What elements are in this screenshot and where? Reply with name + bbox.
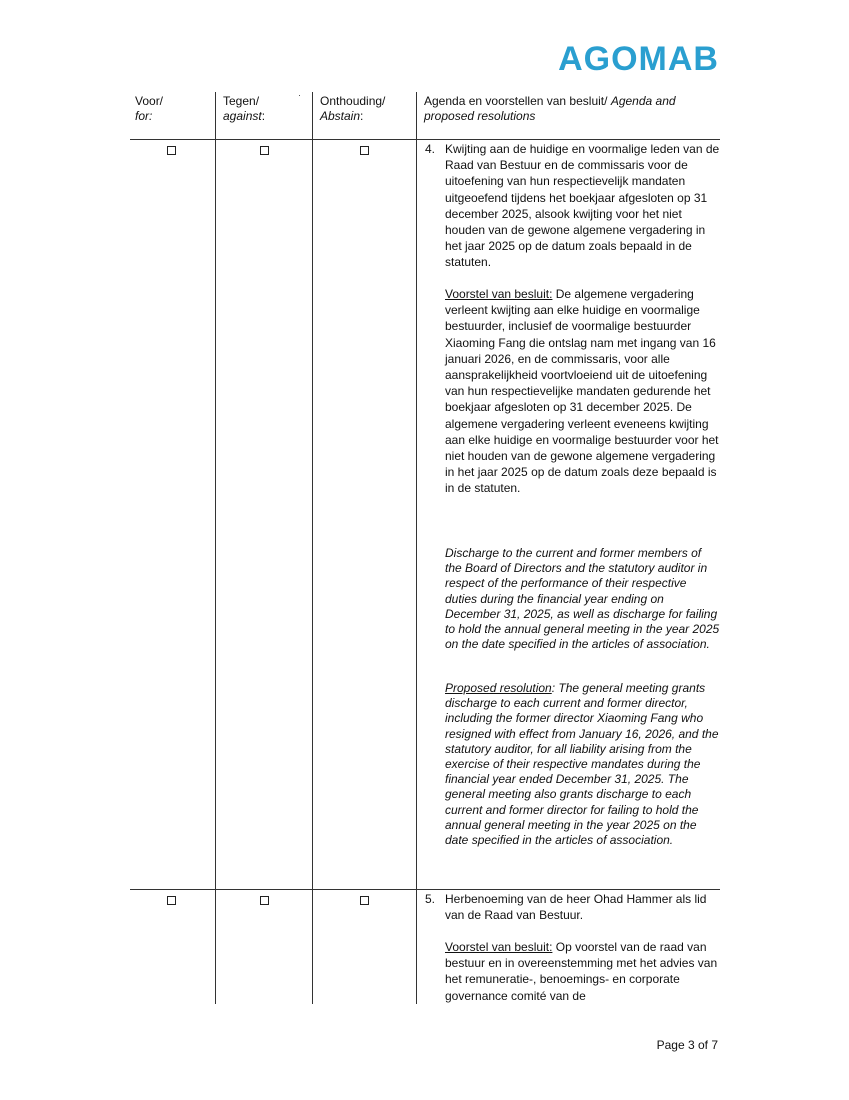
item-5-proposal-nl xyxy=(445,939,720,1004)
header-against-en: against xyxy=(223,109,262,123)
header-against xyxy=(223,94,265,124)
item-4-proposal-text-nl: De algemene vergadering verleent kwijting aan elke huidige en voormalige bestuurder, inclusief de voormalige bestuurder Xiaoming Fang die ontslag nam met ingang van 16 januari 2026, en de commissaris, voor alle aansprakelijkheid voortvloeiend uit de uitoefening van hun respectievelijke mandaten gedurende het boekjaar afgesloten op 31 december 2025. De algemene vergadering verleent eveneens kwijting aan elke huidige en voormalige bestuurder voor het niet houden van de gewone algemene vergadering in het jaar 2025 op de datum zoals deze bepaald is in de statuten. xyxy=(445,287,719,496)
item-4-proposal-text-en: : The general meeting grants discharge to each current and former director, including the former director Xiaoming Fang who resigned with effect from January 16, 2026, and the statutory auditor, for all liability arising from the exercise of their respective mandates during the financial year ended December 31, 2025. The general meeting also grants discharge to each current and former director for failing to hold the annual general meeting in the year 2025 on the date specified in the articles of association. xyxy=(445,681,719,848)
column-divider xyxy=(215,92,216,1004)
item-4-proposal-nl xyxy=(445,286,720,497)
item-4-abstain-checkbox[interactable] xyxy=(360,146,369,155)
page-number: Page 3 of 7 xyxy=(656,1038,718,1052)
item-5-abstain-checkbox[interactable] xyxy=(360,896,369,905)
header-abstain-nl: Onthouding/ xyxy=(320,94,386,108)
item-4-title-nl: Kwijting aan de huidige en voormalige leden van de Raad van Bestuur en de commissaris voor de uitoefening van hun respectievelijk mandaten uitgeoefend tijdens het boekjaar afgesloten op 31 december 2025, alsook kwijting voor het niet houden van de gewone algemene vergadering in het jaar 2025 op de datum zoals bepaald in de statuten. xyxy=(445,142,720,270)
header-abstain-colon: : xyxy=(360,109,364,123)
item-4-proposal-label-nl: Voorstel van besluit: xyxy=(445,287,553,301)
item-5-proposal-label-nl: Voorstel van besluit: xyxy=(445,940,553,954)
item-5-for-checkbox[interactable] xyxy=(167,896,176,905)
item-4-against-checkbox[interactable] xyxy=(260,146,269,155)
item-5-against-checkbox[interactable] xyxy=(260,896,269,905)
header-for-nl: Voor/ xyxy=(135,94,164,108)
header-agenda xyxy=(424,94,724,124)
header-for-en: for: xyxy=(135,109,153,123)
company-logo-text: AGOMAB xyxy=(558,40,719,78)
row-divider xyxy=(130,889,720,890)
company-logo xyxy=(558,42,719,76)
row-divider xyxy=(130,139,720,140)
item-4-number: 4. xyxy=(425,142,436,156)
item-4-proposal-en xyxy=(445,681,720,848)
item-5-title-nl: Herbenoeming van de heer Ohad Hammer als lid van de Raad van Bestuur. xyxy=(445,892,707,923)
header-against-colon: : xyxy=(261,109,266,123)
header-agenda-en-2: proposed resolutions xyxy=(424,109,536,123)
item-5-number: 5. xyxy=(425,892,436,906)
item-4-title-en: Discharge to the current and former members of the Board of Directors and the statutory auditor in respect of the performance of their respective duties during the financial year ending on December 31, 2025, as well as discharge for failing to hold the annual general meeting in the year 2025 on the date specified in the articles of association. xyxy=(445,546,720,652)
header-against-nl: Tegen/ xyxy=(223,94,260,108)
item-4-for-checkbox[interactable] xyxy=(167,146,176,155)
header-agenda-nl: Agenda en voorstellen van besluit/ xyxy=(424,94,608,108)
column-divider xyxy=(416,92,417,1004)
header-abstain xyxy=(320,94,385,124)
header-agenda-en-1: Agenda and xyxy=(610,94,676,108)
column-divider xyxy=(312,92,313,1004)
item-4-proposal-label-en: Proposed resolution xyxy=(445,681,552,695)
header-for xyxy=(135,94,163,124)
header-abstain-en: Abstain xyxy=(320,109,361,123)
scan-dot xyxy=(299,95,300,96)
item-5-proposal-text-nl: Op voorstel van de raad van bestuur en in overeenstemming met het advies van het remuneratie-, benoemings- en corporate governance comité van de xyxy=(445,940,718,1003)
